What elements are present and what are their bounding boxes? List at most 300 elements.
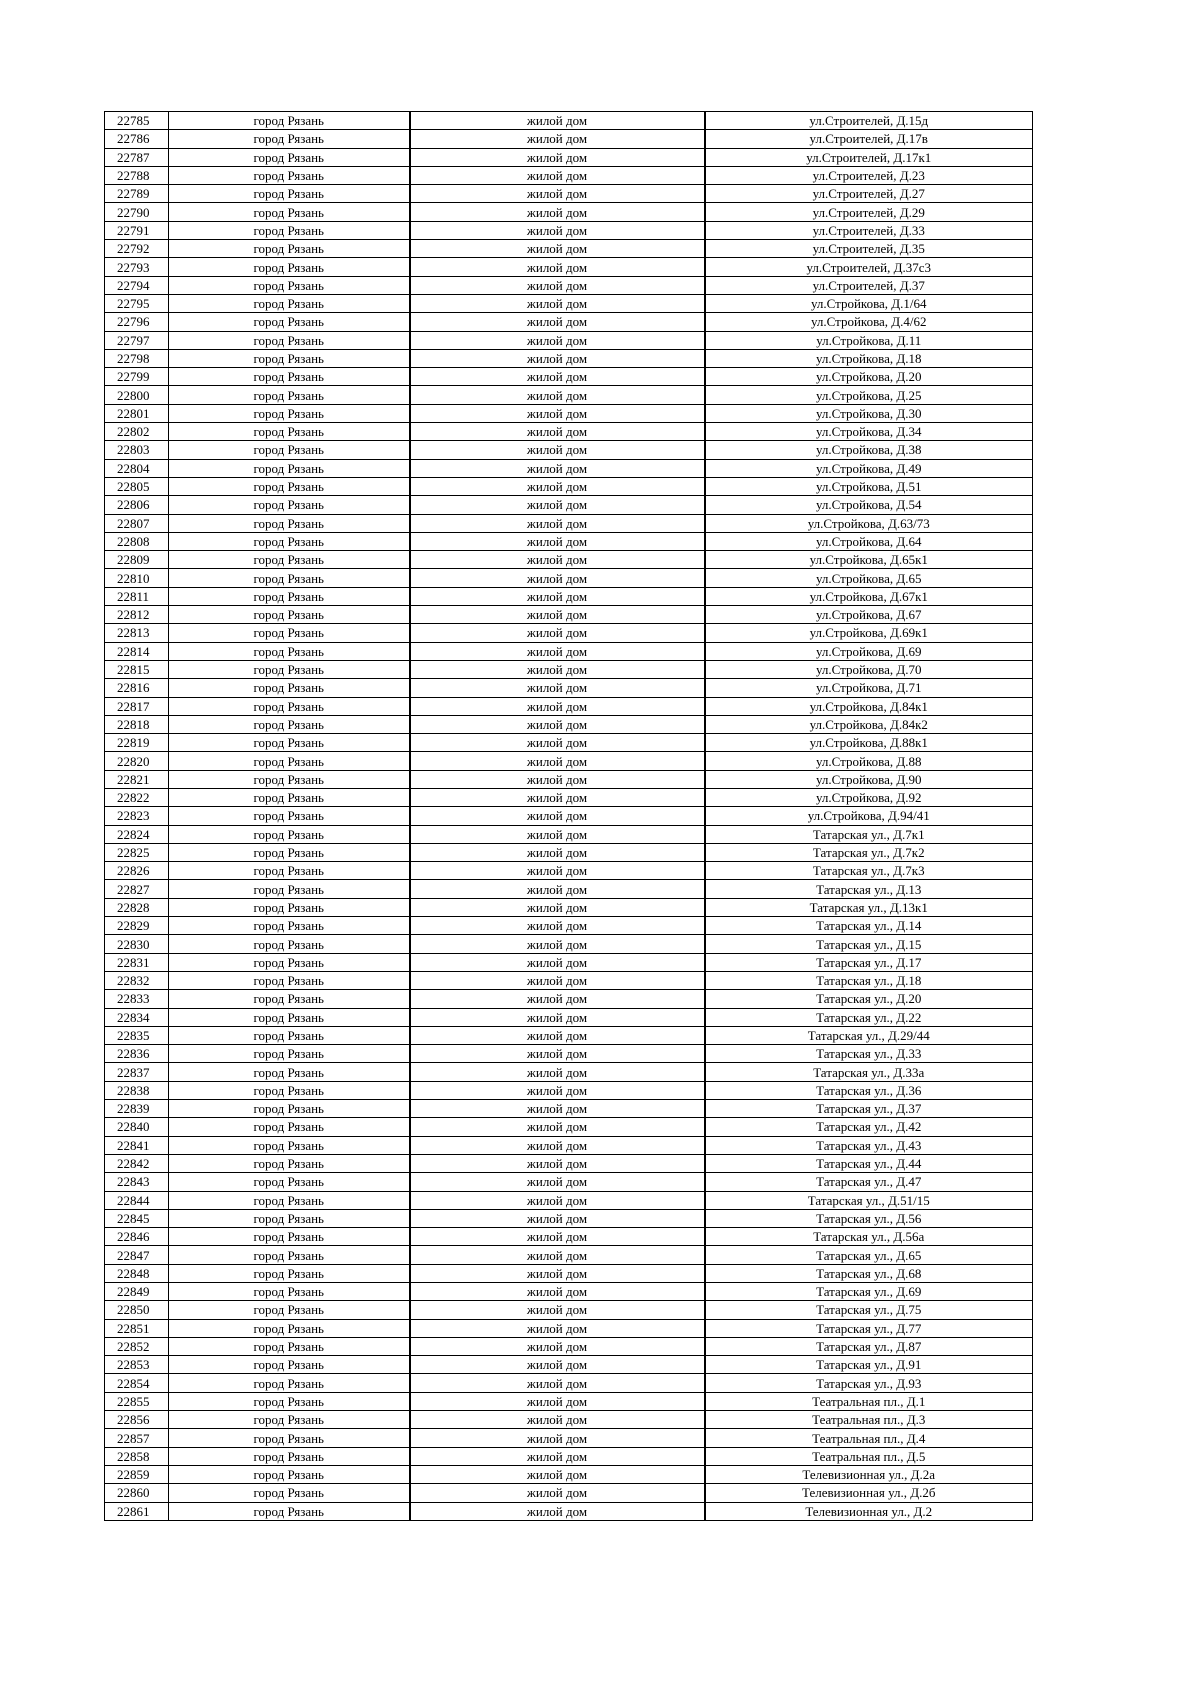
table-row — [105, 843, 1033, 861]
building-type-cell: жилой дом — [410, 404, 705, 422]
table-row — [105, 1484, 1033, 1502]
city-cell: город Рязань — [169, 697, 410, 715]
city-cell: город Рязань — [169, 660, 410, 678]
building-type-cell: жилой дом — [410, 258, 705, 276]
address-cell: ул.Стройкова, Д.88 — [705, 752, 1033, 770]
city-cell: город Рязань — [169, 1209, 410, 1227]
row-number-cell: 22796 — [105, 313, 169, 331]
row-number-cell: 22861 — [105, 1502, 169, 1520]
address-cell: Театральная пл., Д.4 — [705, 1429, 1033, 1447]
city-cell: город Рязань — [169, 971, 410, 989]
table-row — [105, 953, 1033, 971]
city-cell: город Рязань — [169, 606, 410, 624]
row-number-cell: 22814 — [105, 642, 169, 660]
address-cell: ул.Стройкова, Д.88к1 — [705, 734, 1033, 752]
city-cell: город Рязань — [169, 569, 410, 587]
building-type-cell: жилой дом — [410, 734, 705, 752]
building-type-cell: жилой дом — [410, 770, 705, 788]
table-row — [105, 166, 1033, 184]
row-number-cell: 22829 — [105, 917, 169, 935]
building-type-cell: жилой дом — [410, 1026, 705, 1044]
address-cell: Татарская ул., Д.22 — [705, 1008, 1033, 1026]
table-row — [105, 642, 1033, 660]
row-number-cell: 22795 — [105, 294, 169, 312]
address-cell: ул.Стройкова, Д.64 — [705, 532, 1033, 550]
building-type-cell: жилой дом — [410, 148, 705, 166]
address-cell: Татарская ул., Д.36 — [705, 1081, 1033, 1099]
city-cell: город Рязань — [169, 185, 410, 203]
building-type-cell: жилой дом — [410, 1118, 705, 1136]
address-cell: Татарская ул., Д.87 — [705, 1337, 1033, 1355]
building-type-cell: жилой дом — [410, 788, 705, 806]
table-row — [105, 441, 1033, 459]
row-number-cell: 22833 — [105, 990, 169, 1008]
building-type-cell: жилой дом — [410, 843, 705, 861]
building-type-cell: жилой дом — [410, 624, 705, 642]
table-row — [105, 185, 1033, 203]
table-row — [105, 1118, 1033, 1136]
building-type-cell: жилой дом — [410, 551, 705, 569]
city-cell: город Рязань — [169, 990, 410, 1008]
row-number-cell: 22789 — [105, 185, 169, 203]
table-row — [105, 551, 1033, 569]
table-row — [105, 423, 1033, 441]
address-cell: ул.Стройкова, Д.34 — [705, 423, 1033, 441]
address-cell: ул.Стройкова, Д.11 — [705, 331, 1033, 349]
table-row — [105, 331, 1033, 349]
city-cell: город Рязань — [169, 1081, 410, 1099]
building-type-cell: жилой дом — [410, 532, 705, 550]
building-type-cell: жилой дом — [410, 1136, 705, 1154]
table-row — [105, 1045, 1033, 1063]
table-row — [105, 1063, 1033, 1081]
row-number-cell: 22815 — [105, 660, 169, 678]
address-cell: Татарская ул., Д.75 — [705, 1301, 1033, 1319]
building-type-cell: жилой дом — [410, 1173, 705, 1191]
table-row — [105, 1411, 1033, 1429]
city-cell: город Рязань — [169, 1465, 410, 1483]
building-type-cell: жилой дом — [410, 313, 705, 331]
row-number-cell: 22797 — [105, 331, 169, 349]
row-number-cell: 22809 — [105, 551, 169, 569]
building-type-cell: жилой дом — [410, 514, 705, 532]
address-cell: Театральная пл., Д.5 — [705, 1447, 1033, 1465]
table-row — [105, 276, 1033, 294]
row-number-cell: 22806 — [105, 496, 169, 514]
table-row — [105, 496, 1033, 514]
building-type-cell: жилой дом — [410, 459, 705, 477]
address-cell: ул.Стройкова, Д.69 — [705, 642, 1033, 660]
city-cell: город Рязань — [169, 1356, 410, 1374]
city-cell: город Рязань — [169, 166, 410, 184]
address-cell: Телевизионная ул., Д.2 — [705, 1502, 1033, 1520]
row-number-cell: 22823 — [105, 807, 169, 825]
row-number-cell: 22826 — [105, 862, 169, 880]
table-row — [105, 587, 1033, 605]
city-cell: город Рязань — [169, 459, 410, 477]
address-cell: Татарская ул., Д.44 — [705, 1154, 1033, 1172]
address-cell: ул.Строителей, Д.15д — [705, 112, 1033, 130]
row-number-cell: 22843 — [105, 1173, 169, 1191]
row-number-cell: 22844 — [105, 1191, 169, 1209]
address-cell: Татарская ул., Д.33а — [705, 1063, 1033, 1081]
address-cell: Татарская ул., Д.7к3 — [705, 862, 1033, 880]
city-cell: город Рязань — [169, 642, 410, 660]
building-type-cell: жилой дом — [410, 1447, 705, 1465]
row-number-cell: 22852 — [105, 1337, 169, 1355]
city-cell: город Рязань — [169, 386, 410, 404]
row-number-cell: 22853 — [105, 1356, 169, 1374]
address-cell: Татарская ул., Д.33 — [705, 1045, 1033, 1063]
address-cell: Татарская ул., Д.56а — [705, 1228, 1033, 1246]
city-cell: город Рязань — [169, 423, 410, 441]
city-cell: город Рязань — [169, 203, 410, 221]
building-type-cell: жилой дом — [410, 642, 705, 660]
row-number-cell: 22836 — [105, 1045, 169, 1063]
address-cell: ул.Стройкова, Д.65 — [705, 569, 1033, 587]
city-cell: город Рязань — [169, 624, 410, 642]
building-type-cell: жилой дом — [410, 185, 705, 203]
city-cell: город Рязань — [169, 404, 410, 422]
city-cell: город Рязань — [169, 1319, 410, 1337]
address-cell: ул.Строителей, Д.37 — [705, 276, 1033, 294]
address-cell: Татарская ул., Д.15 — [705, 935, 1033, 953]
city-cell: город Рязань — [169, 532, 410, 550]
building-type-cell: жилой дом — [410, 1411, 705, 1429]
table-row — [105, 715, 1033, 733]
table-row — [105, 1228, 1033, 1246]
city-cell: город Рязань — [169, 514, 410, 532]
row-number-cell: 22799 — [105, 368, 169, 386]
row-number-cell: 22793 — [105, 258, 169, 276]
city-cell: город Рязань — [169, 313, 410, 331]
building-type-cell: жилой дом — [410, 496, 705, 514]
row-number-cell: 22854 — [105, 1374, 169, 1392]
row-number-cell: 22788 — [105, 166, 169, 184]
building-type-cell: жилой дом — [410, 1063, 705, 1081]
row-number-cell: 22839 — [105, 1100, 169, 1118]
building-type-cell: жилой дом — [410, 1337, 705, 1355]
city-cell: город Рязань — [169, 276, 410, 294]
address-cell: Татарская ул., Д.18 — [705, 971, 1033, 989]
city-cell: город Рязань — [169, 240, 410, 258]
row-number-cell: 22792 — [105, 240, 169, 258]
row-number-cell: 22855 — [105, 1392, 169, 1410]
row-number-cell: 22824 — [105, 825, 169, 843]
city-cell: город Рязань — [169, 148, 410, 166]
row-number-cell: 22816 — [105, 679, 169, 697]
row-number-cell: 22807 — [105, 514, 169, 532]
row-number-cell: 22798 — [105, 349, 169, 367]
row-number-cell: 22848 — [105, 1264, 169, 1282]
table-row — [105, 1191, 1033, 1209]
address-cell: ул.Стройкова, Д.54 — [705, 496, 1033, 514]
table-row — [105, 1246, 1033, 1264]
address-cell: Татарская ул., Д.7к2 — [705, 843, 1033, 861]
table-row — [105, 459, 1033, 477]
row-number-cell: 22858 — [105, 1447, 169, 1465]
table-row — [105, 1319, 1033, 1337]
table-row — [105, 1081, 1033, 1099]
city-cell: город Рязань — [169, 935, 410, 953]
table-row — [105, 898, 1033, 916]
address-cell: ул.Стройкова, Д.90 — [705, 770, 1033, 788]
row-number-cell: 22845 — [105, 1209, 169, 1227]
building-type-cell: жилой дом — [410, 1484, 705, 1502]
city-cell: город Рязань — [169, 1429, 410, 1447]
city-cell: город Рязань — [169, 441, 410, 459]
address-cell: ул.Строителей, Д.33 — [705, 221, 1033, 239]
city-cell: город Рязань — [169, 788, 410, 806]
address-cell: Татарская ул., Д.51/15 — [705, 1191, 1033, 1209]
address-cell: Татарская ул., Д.14 — [705, 917, 1033, 935]
building-type-cell: жилой дом — [410, 423, 705, 441]
city-cell: город Рязань — [169, 1301, 410, 1319]
address-cell: ул.Стройкова, Д.18 — [705, 349, 1033, 367]
address-table — [104, 111, 1033, 1521]
table-row — [105, 130, 1033, 148]
city-cell: город Рязань — [169, 368, 410, 386]
table-row — [105, 1356, 1033, 1374]
table-row — [105, 569, 1033, 587]
row-number-cell: 22860 — [105, 1484, 169, 1502]
table-row — [105, 1392, 1033, 1410]
table-body — [105, 112, 1033, 1521]
row-number-cell: 22813 — [105, 624, 169, 642]
table-row — [105, 880, 1033, 898]
row-number-cell: 22828 — [105, 898, 169, 916]
row-number-cell: 22819 — [105, 734, 169, 752]
row-number-cell: 22834 — [105, 1008, 169, 1026]
row-number-cell: 22841 — [105, 1136, 169, 1154]
table-row — [105, 1301, 1033, 1319]
building-type-cell: жилой дом — [410, 569, 705, 587]
city-cell: город Рязань — [169, 715, 410, 733]
address-cell: Татарская ул., Д.37 — [705, 1100, 1033, 1118]
table-row — [105, 1209, 1033, 1227]
city-cell: город Рязань — [169, 770, 410, 788]
table-row — [105, 240, 1033, 258]
row-number-cell: 22856 — [105, 1411, 169, 1429]
building-type-cell: жилой дом — [410, 1319, 705, 1337]
table-row — [105, 734, 1033, 752]
city-cell: город Рязань — [169, 1337, 410, 1355]
address-cell: ул.Стройкова, Д.67к1 — [705, 587, 1033, 605]
address-cell: Татарская ул., Д.17 — [705, 953, 1033, 971]
building-type-cell: жилой дом — [410, 953, 705, 971]
city-cell: город Рязань — [169, 477, 410, 495]
row-number-cell: 22847 — [105, 1246, 169, 1264]
city-cell: город Рязань — [169, 221, 410, 239]
row-number-cell: 22857 — [105, 1429, 169, 1447]
city-cell: город Рязань — [169, 953, 410, 971]
address-cell: Театральная пл., Д.3 — [705, 1411, 1033, 1429]
address-cell: Татарская ул., Д.20 — [705, 990, 1033, 1008]
address-cell: ул.Строителей, Д.29 — [705, 203, 1033, 221]
table-row — [105, 221, 1033, 239]
table-row — [105, 514, 1033, 532]
address-cell: ул.Строителей, Д.27 — [705, 185, 1033, 203]
building-type-cell: жилой дом — [410, 1008, 705, 1026]
row-number-cell: 22820 — [105, 752, 169, 770]
row-number-cell: 22818 — [105, 715, 169, 733]
address-cell: Татарская ул., Д.47 — [705, 1173, 1033, 1191]
table-row — [105, 477, 1033, 495]
address-cell: Татарская ул., Д.13к1 — [705, 898, 1033, 916]
table-row — [105, 752, 1033, 770]
address-cell: Татарская ул., Д.43 — [705, 1136, 1033, 1154]
table-row — [105, 807, 1033, 825]
row-number-cell: 22794 — [105, 276, 169, 294]
building-type-cell: жилой дом — [410, 1228, 705, 1246]
city-cell: город Рязань — [169, 1484, 410, 1502]
city-cell: город Рязань — [169, 112, 410, 130]
address-cell: Татарская ул., Д.13 — [705, 880, 1033, 898]
row-number-cell: 22801 — [105, 404, 169, 422]
row-number-cell: 22817 — [105, 697, 169, 715]
address-cell: ул.Строителей, Д.17к1 — [705, 148, 1033, 166]
building-type-cell: жилой дом — [410, 752, 705, 770]
building-type-cell: жилой дом — [410, 1081, 705, 1099]
building-type-cell: жилой дом — [410, 1301, 705, 1319]
building-type-cell: жилой дом — [410, 441, 705, 459]
city-cell: город Рязань — [169, 1026, 410, 1044]
building-type-cell: жилой дом — [410, 1502, 705, 1520]
table-row — [105, 386, 1033, 404]
city-cell: город Рязань — [169, 1136, 410, 1154]
city-cell: город Рязань — [169, 1374, 410, 1392]
building-type-cell: жилой дом — [410, 971, 705, 989]
city-cell: город Рязань — [169, 825, 410, 843]
city-cell: город Рязань — [169, 1264, 410, 1282]
city-cell: город Рязань — [169, 1100, 410, 1118]
building-type-cell: жилой дом — [410, 807, 705, 825]
table-row — [105, 917, 1033, 935]
building-type-cell: жилой дом — [410, 1465, 705, 1483]
table-row — [105, 624, 1033, 642]
table-row — [105, 1374, 1033, 1392]
table-row — [105, 1283, 1033, 1301]
table-row — [105, 990, 1033, 1008]
row-number-cell: 22822 — [105, 788, 169, 806]
table-row — [105, 825, 1033, 843]
city-cell: город Рязань — [169, 1173, 410, 1191]
city-cell: город Рязань — [169, 807, 410, 825]
table-row — [105, 606, 1033, 624]
city-cell: город Рязань — [169, 1246, 410, 1264]
address-cell: ул.Стройкова, Д.1/64 — [705, 294, 1033, 312]
address-cell: Татарская ул., Д.56 — [705, 1209, 1033, 1227]
building-type-cell: жилой дом — [410, 679, 705, 697]
address-cell: ул.Стройкова, Д.92 — [705, 788, 1033, 806]
building-type-cell: жилой дом — [410, 898, 705, 916]
table-row — [105, 1100, 1033, 1118]
row-number-cell: 22805 — [105, 477, 169, 495]
address-cell: Телевизионная ул., Д.2б — [705, 1484, 1033, 1502]
building-type-cell: жилой дом — [410, 1154, 705, 1172]
building-type-cell: жилой дом — [410, 1356, 705, 1374]
address-cell: ул.Стройкова, Д.51 — [705, 477, 1033, 495]
building-type-cell: жилой дом — [410, 221, 705, 239]
table-row — [105, 404, 1033, 422]
building-type-cell: жилой дом — [410, 240, 705, 258]
address-cell: ул.Строителей, Д.37с3 — [705, 258, 1033, 276]
row-number-cell: 22821 — [105, 770, 169, 788]
address-cell: Татарская ул., Д.68 — [705, 1264, 1033, 1282]
building-type-cell: жилой дом — [410, 368, 705, 386]
building-type-cell: жилой дом — [410, 276, 705, 294]
row-number-cell: 22827 — [105, 880, 169, 898]
address-cell: Телевизионная ул., Д.2а — [705, 1465, 1033, 1483]
city-cell: город Рязань — [169, 917, 410, 935]
building-type-cell: жилой дом — [410, 1191, 705, 1209]
table-row — [105, 679, 1033, 697]
row-number-cell: 22787 — [105, 148, 169, 166]
row-number-cell: 22838 — [105, 1081, 169, 1099]
table-row — [105, 294, 1033, 312]
row-number-cell: 22808 — [105, 532, 169, 550]
building-type-cell: жилой дом — [410, 386, 705, 404]
address-cell: ул.Стройкова, Д.20 — [705, 368, 1033, 386]
address-cell: ул.Стройкова, Д.94/41 — [705, 807, 1033, 825]
building-type-cell: жилой дом — [410, 112, 705, 130]
building-type-cell: жилой дом — [410, 1374, 705, 1392]
row-number-cell: 22840 — [105, 1118, 169, 1136]
row-number-cell: 22846 — [105, 1228, 169, 1246]
row-number-cell: 22831 — [105, 953, 169, 971]
city-cell: город Рязань — [169, 1392, 410, 1410]
address-cell: Театральная пл., Д.1 — [705, 1392, 1033, 1410]
row-number-cell: 22812 — [105, 606, 169, 624]
city-cell: город Рязань — [169, 349, 410, 367]
row-number-cell: 22825 — [105, 843, 169, 861]
table-row — [105, 660, 1033, 678]
city-cell: город Рязань — [169, 843, 410, 861]
table-row — [105, 112, 1033, 130]
table-row — [105, 1429, 1033, 1447]
row-number-cell: 22803 — [105, 441, 169, 459]
city-cell: город Рязань — [169, 496, 410, 514]
address-cell: Татарская ул., Д.65 — [705, 1246, 1033, 1264]
row-number-cell: 22790 — [105, 203, 169, 221]
table-row — [105, 862, 1033, 880]
address-cell: ул.Стройкова, Д.71 — [705, 679, 1033, 697]
city-cell: город Рязань — [169, 1154, 410, 1172]
city-cell: город Рязань — [169, 862, 410, 880]
building-type-cell: жилой дом — [410, 1283, 705, 1301]
address-cell: Татарская ул., Д.77 — [705, 1319, 1033, 1337]
building-type-cell: жилой дом — [410, 294, 705, 312]
row-number-cell: 22850 — [105, 1301, 169, 1319]
table-row — [105, 971, 1033, 989]
table-row — [105, 1502, 1033, 1520]
row-number-cell: 22811 — [105, 587, 169, 605]
building-type-cell: жилой дом — [410, 349, 705, 367]
city-cell: город Рязань — [169, 1045, 410, 1063]
table-row — [105, 1154, 1033, 1172]
address-cell: ул.Стройкова, Д.63/73 — [705, 514, 1033, 532]
table-row — [105, 1173, 1033, 1191]
address-cell: ул.Стройкова, Д.67 — [705, 606, 1033, 624]
table-row — [105, 1447, 1033, 1465]
row-number-cell: 22835 — [105, 1026, 169, 1044]
table-row — [105, 258, 1033, 276]
address-cell: ул.Стройкова, Д.25 — [705, 386, 1033, 404]
city-cell: город Рязань — [169, 294, 410, 312]
row-number-cell: 22837 — [105, 1063, 169, 1081]
city-cell: город Рязань — [169, 258, 410, 276]
city-cell: город Рязань — [169, 1228, 410, 1246]
